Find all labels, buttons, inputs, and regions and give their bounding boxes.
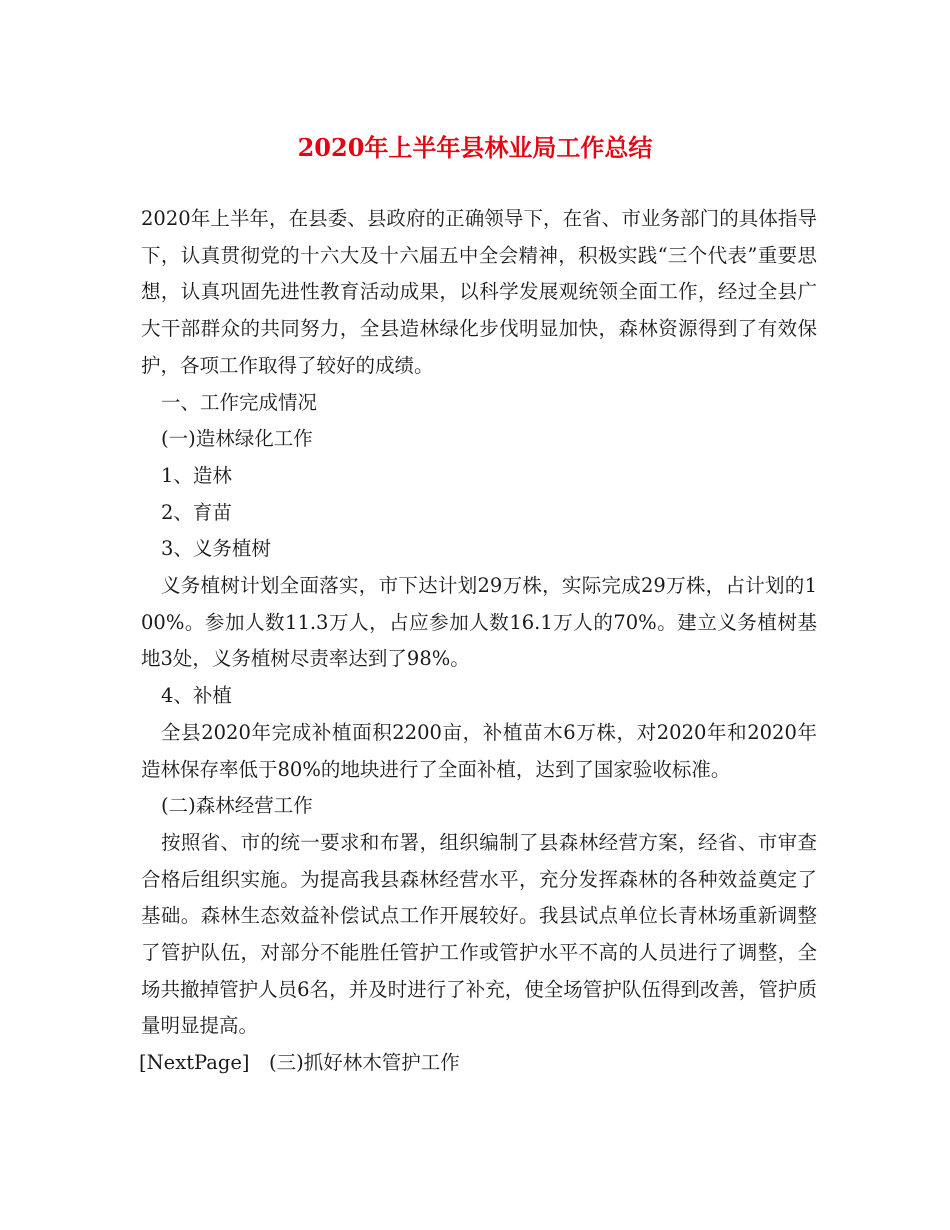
- replanting-paragraph: 全县2020年完成补植面积2200亩，补植苗木6万株，对2020年和2020年造林保存率低于80%的地块进行了全面补植，达到了国家验收标准。: [141, 720, 817, 781]
- item-heading-voluntary-planting: 3、义务植树: [161, 537, 271, 561]
- subsection-heading-afforestation: (一)造林绿化工作: [161, 427, 313, 451]
- next-page-line: [NextPage] (三)抓好林木管护工作: [139, 1051, 460, 1075]
- section-heading-work-completion: 一、工作完成情况: [161, 390, 318, 414]
- item-heading-seedlings: 2、育苗: [161, 500, 232, 524]
- intro-paragraph: 2020年上半年，在县委、县政府的正确领导下，在省、市业务部门的具体指导下，认真贯彻党的十六大及十六届五中全会精神，积极实践“三个代表”重要思想，认真巩固先进性教育活动成果，以科学发展观统领全面工作，经过全县广大干部群众的共同努力，全县造林绿化步伐明显加快，森林资源得到了有效保护，各项工作取得了较好的成绩。: [141, 207, 817, 377]
- document-body: [141, 201, 817, 1082]
- subsection-heading-forest-management: (二)森林经营工作: [161, 794, 313, 818]
- forest-management-paragraph: 按照省、市的统一要求和布署，组织编制了县森林经营方案，经省、市审查合格后组织实施。为提高我县森林经营水平，充分发挥森林的各种效益奠定了基础。森林生态效益补偿试点工作开展较好。我县试点单位长青林场重新调整了管护队伍，对部分不能胜任管护工作或管护水平不高的人员进行了调整，全场共撤掉管护人员6名，并及时进行了补充，使全场管护队伍得到改善，管护质量明显提高。: [141, 830, 817, 1038]
- document-title: 2020年上半年县林业局工作总结: [297, 133, 653, 162]
- voluntary-planting-paragraph: 义务植树计划全面落实，市下达计划29万株，实际完成29万株，占计划的100%。参加人数11.3万人，占应参加人数16.1万人的70%。建立义务植树基地3处，义务植树尽责率达到了98%。: [141, 574, 817, 671]
- item-heading-replanting: 4、补植: [161, 684, 232, 708]
- item-heading-afforestation: 1、造林: [161, 463, 232, 487]
